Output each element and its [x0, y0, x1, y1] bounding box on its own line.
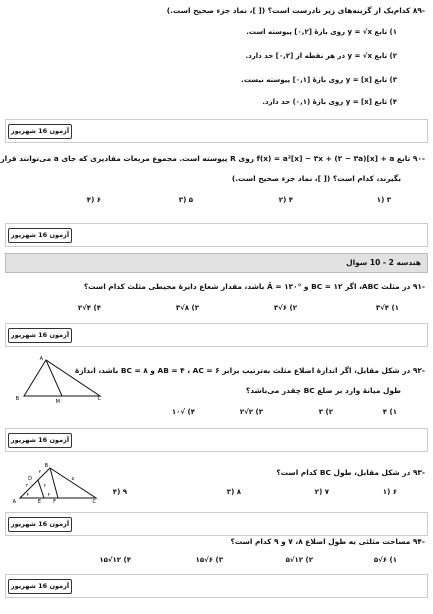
- q93-option-1[interactable]: ۶ (۱: [382, 488, 397, 496]
- q93-option-3[interactable]: ۸ (۳: [226, 488, 241, 496]
- q92-option-2[interactable]: ۲) ۳: [318, 408, 333, 416]
- q93-label-e: E: [37, 499, 41, 505]
- q91-option-2[interactable]: ۲) ۶√۳: [273, 304, 297, 312]
- q94-option-4[interactable]: ۴) ۱۲√۱۵: [99, 556, 131, 564]
- q92-triangle-figure: [16, 354, 108, 404]
- q92-number: -۹۲: [412, 366, 425, 375]
- q92-badge[interactable]: آزمون 16 شهریور: [8, 433, 72, 448]
- q92-label-b: B: [15, 396, 19, 402]
- q89-number: -۸۹: [412, 6, 425, 15]
- q91-number: -۹۱: [412, 282, 425, 291]
- q93-num-4: ۴: [26, 493, 29, 498]
- q93-outer-triangle: [20, 468, 96, 498]
- q89-header: [167, 6, 425, 15]
- q89-badge[interactable]: آزمون 16 شهریور: [8, 124, 72, 139]
- section-header: هندسه 2 - 10 سوال: [5, 253, 428, 273]
- q92-line1: [75, 366, 425, 375]
- q90-option-3[interactable]: ۵ (۳: [178, 196, 193, 204]
- q94-header: [230, 537, 425, 546]
- q93-label-c: C: [92, 499, 96, 505]
- q93-num-3: ۵: [71, 477, 74, 482]
- q94-number: -۹۴: [412, 537, 425, 546]
- q92-text-1: در شکل مقابل، اگر اندازهٔ اضلاع مثلث به‌ترتیب برابر AB = ۴ ، AC = ۶ و BC = ۸ باشد، اندازهٔ: [75, 366, 411, 375]
- q90-line1: [0, 154, 425, 163]
- q90-option-1[interactable]: ۳ (۱: [376, 196, 391, 204]
- q94-text: مساحت مثلثی به طول اضلاع ۸، ۷ و ۹ کدام است؟: [230, 537, 411, 546]
- q94-option-2[interactable]: ۲) ۱۲√۵: [285, 556, 313, 564]
- q93-badge[interactable]: آزمون 16 شهریور: [8, 517, 72, 532]
- q93-figure: [12, 460, 104, 505]
- q93-option-4[interactable]: ۹ (۴: [112, 488, 127, 496]
- q93-num-1: ۲: [38, 470, 41, 475]
- q93-label-a: A: [12, 499, 16, 505]
- q92-label-a: A: [39, 356, 43, 362]
- q89-option-4[interactable]: ۴) تابع y = [x] روی بازهٔ (۰,۱) حد دارد.: [262, 98, 397, 106]
- q90-badge[interactable]: آزمون 16 شهریور: [8, 228, 72, 243]
- q92-option-3[interactable]: ۳) ۲√۲: [239, 408, 263, 416]
- q91-header: [84, 282, 425, 291]
- q91-option-3[interactable]: ۳) ۸√۳: [175, 304, 199, 312]
- q90-text-2: بگیرند، کدام است؟ ([ ]، نماد جزء صحیح است.): [231, 174, 401, 183]
- q92-option-1[interactable]: ۱) ۴: [382, 408, 397, 416]
- q92-label-m: M: [55, 399, 60, 405]
- q90-text-1: تابع f(x) = a²[x] − ۳x + (۲ − ۳a)[x] + a روی R پیوسته است. مجموع مربعات مقادیری که جای a می‌توانند قرار: [0, 154, 411, 163]
- q89-option-3[interactable]: ۳) تابع y = [x] روی بازهٔ [۰,۱] پیوسته نیست.: [241, 76, 397, 84]
- q94-option-3[interactable]: ۳) ۶√۱۵: [195, 556, 223, 564]
- q91-badge[interactable]: آزمون 16 شهریور: [8, 328, 72, 343]
- q92-label-c: C: [97, 396, 101, 402]
- q92-option-4[interactable]: ۴) √۱۰: [171, 408, 195, 416]
- q90-option-4[interactable]: ۶ (۴: [86, 196, 101, 204]
- q93-text: در شکل مقابل، طول BC کدام است؟: [276, 468, 411, 477]
- q89-option-1[interactable]: ۱) تابع y = √x روی بازهٔ [۰,۲] پیوسته است.: [246, 28, 397, 36]
- q93-option-2[interactable]: ۷ (۲: [314, 488, 329, 496]
- q93-num-2: ۳: [25, 484, 28, 489]
- q93-label-f: F: [53, 499, 56, 505]
- q93-number: -۹۳: [412, 468, 425, 477]
- q90-option-2[interactable]: ۴ (۲: [278, 196, 293, 204]
- q89-text: کدام‌یک از گزینه‌های زیر نادرست است؟ ([ ]، نماد جزء صحیح است.): [166, 6, 411, 15]
- q91-option-4[interactable]: ۴) ۴√۲: [77, 304, 101, 312]
- q91-text: در مثلث ABC، اگر BC = ۱۲ و Â = ۱۲۰° باشد، مقدار شعاع دایرهٔ محیطی مثلث کدام است؟: [83, 282, 411, 291]
- q93-inner-line-2: [38, 480, 44, 498]
- q89-option-2[interactable]: ۲) تابع y = √x در هر نقطه از [۰,۲] حد دارد.: [245, 52, 397, 60]
- q92-text-2: طول میانهٔ وارد بر ضلع BC چقدر می‌باشد؟: [245, 386, 401, 395]
- q93-num-5: ۴: [47, 493, 50, 498]
- q94-option-1[interactable]: ۱) ۶√۵: [373, 556, 397, 564]
- q94-badge[interactable]: آزمون 16 شهریور: [8, 579, 72, 594]
- q93-label-b: B: [44, 463, 48, 469]
- q93-label-d: D: [28, 476, 32, 482]
- q91-option-1[interactable]: ۱) ۴√۳: [375, 304, 399, 312]
- q93-num-6: ۲: [43, 484, 46, 489]
- q93-header: [276, 468, 425, 477]
- q90-number: -۹۰: [412, 154, 425, 163]
